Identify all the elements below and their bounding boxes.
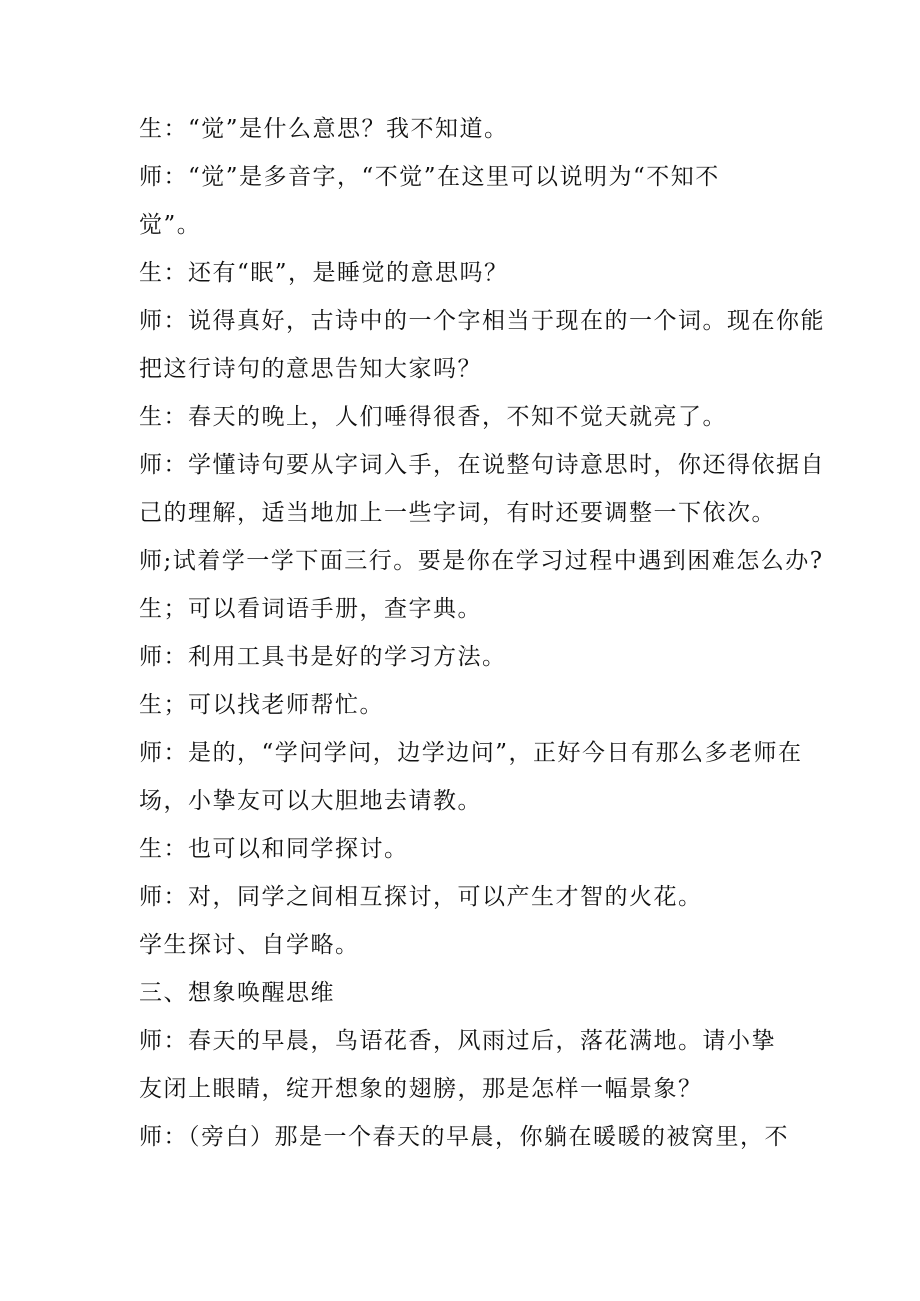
text-line: 觉”。 <box>139 212 202 238</box>
text-line: 友闭上眼睛，绽开想象的翅膀，那是怎样一幅景象？ <box>139 1076 703 1102</box>
section-heading: 三、想象唤醒思维 <box>139 980 335 1006</box>
text-line: 师：说得真好，古诗中的一个字相当于现在的一个词。现在你能 <box>139 308 825 334</box>
text-line: 生：还有“眠”，是睡觉的意思吗？ <box>139 260 509 286</box>
text-line: 生：“觉”是什么意思？我不知道。 <box>139 116 509 142</box>
text-line: 生；可以看词语手册，查字典。 <box>139 596 482 622</box>
text-line: 师：“觉”是多音字，“不觉”在这里可以说明为“不知不 <box>139 164 720 190</box>
text-line: 师;试着学一学下面三行。要是你在学习过程中遇到困难怎么办? <box>139 548 824 574</box>
text-line: 师：是的，“学问学问，边学边问”，正好今日有那么多老师在 <box>139 740 803 766</box>
text-line: 生：春天的晚上，人们唾得很香，不知不觉天就亮了。 <box>139 404 727 430</box>
text-line: 师：对，同学之间相互探讨，可以产生才智的火花。 <box>139 884 703 910</box>
text-line: 场，小挚友可以大胆地去请教。 <box>139 788 482 814</box>
text-line: 师：（旁白）那是一个春天的早晨，你躺在暖暖的被窝里，不 <box>139 1124 789 1150</box>
text-line: 师：春天的早晨，鸟语花香，风雨过后，落花满地。请小挚 <box>139 1028 776 1054</box>
text-line: 己的理解，适当地加上一些字词，有时还要调整一下依次。 <box>139 500 776 526</box>
text-line: 生；可以找老师帮忙。 <box>139 692 384 718</box>
text-line: 师：学懂诗句要从字词入手，在说整句诗意思时，你还得依据自 <box>139 452 825 478</box>
text-line: 把这行诗句的意思告知大家吗？ <box>139 356 482 382</box>
text-line: 师：利用工具书是好的学习方法。 <box>139 644 507 670</box>
text-line: 生：也可以和同学探讨。 <box>139 836 409 862</box>
text-line: 学生探讨、自学略。 <box>139 932 360 958</box>
